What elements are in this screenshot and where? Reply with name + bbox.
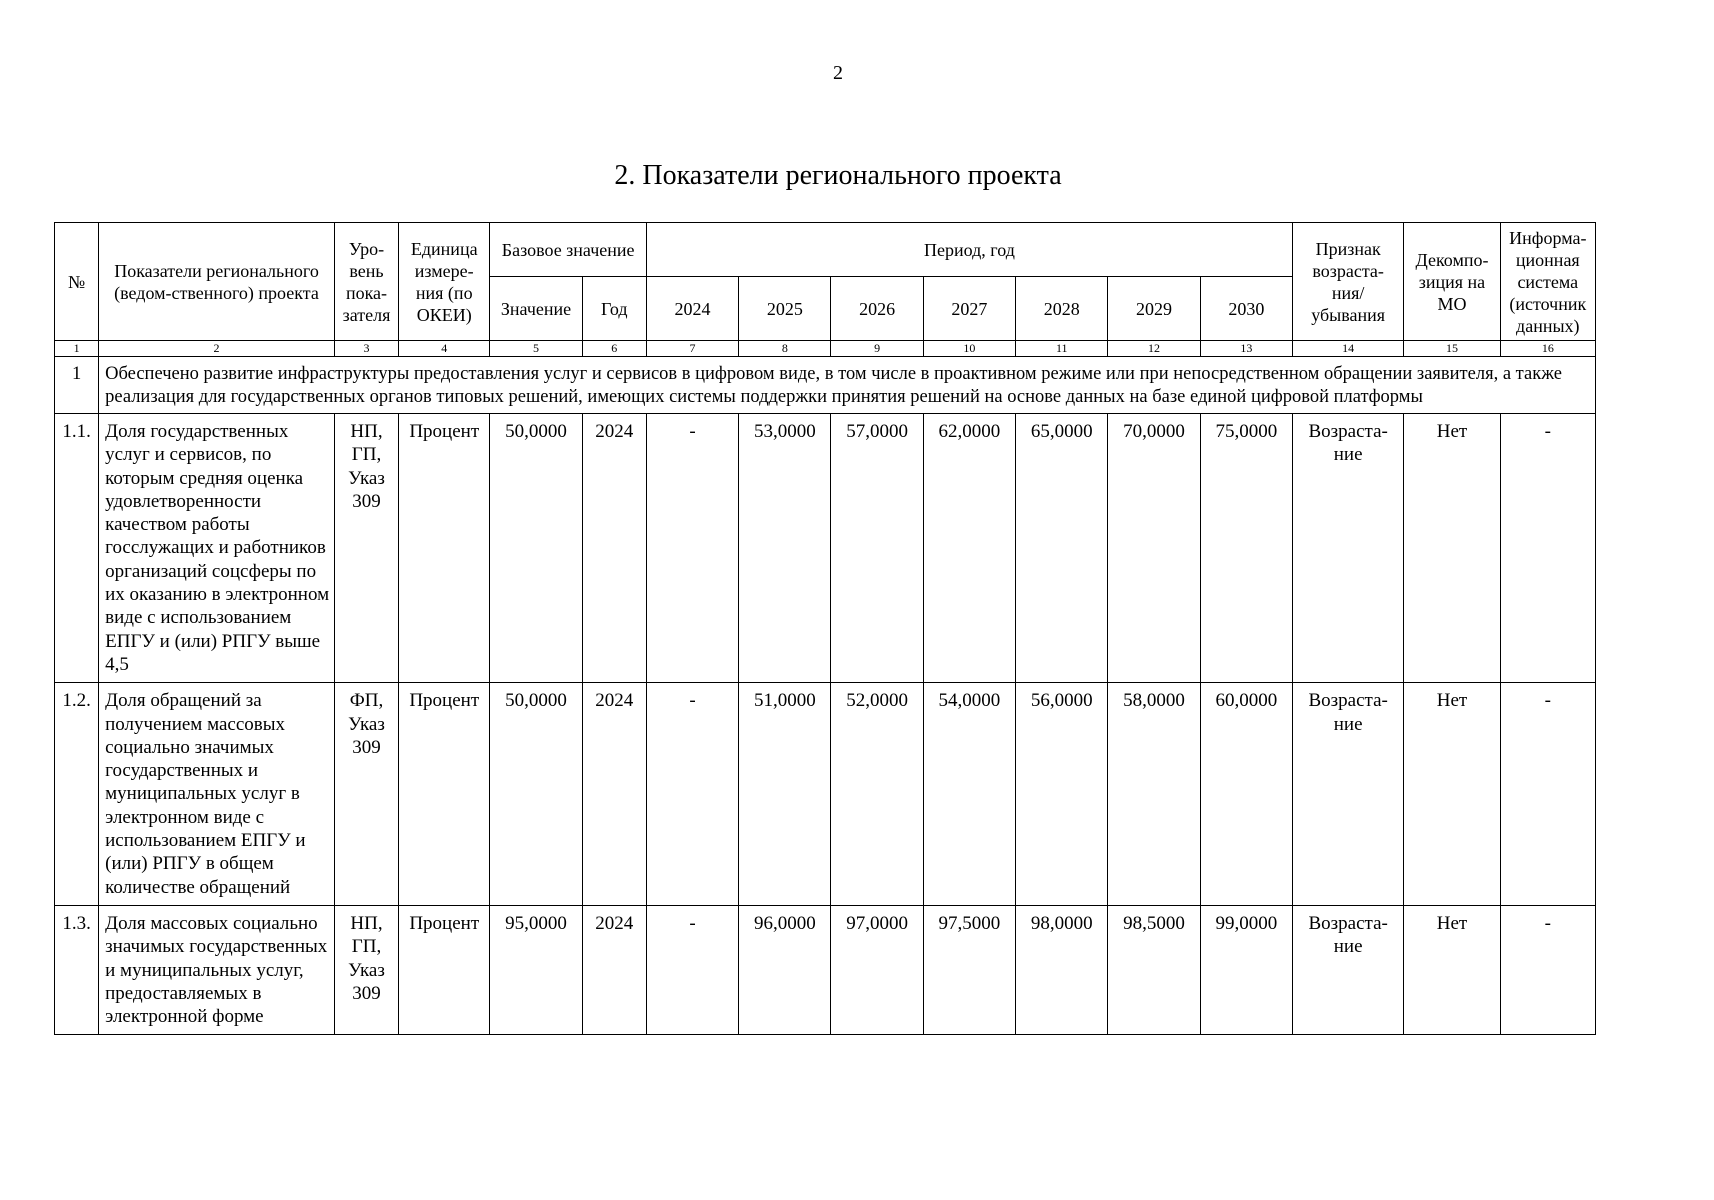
- goal-text: Обеспечено развитие инфраструктуры предоставления услуг и сервисов в цифровом виде, в том числе в проактивном режиме или при непосредственном обращении заявителя, а также реализация для государственных органов типовых решений, имеющих системы поддержки принятия решений на основе данных на базе единой цифровой платформы: [99, 357, 1596, 414]
- column-number: 8: [739, 341, 831, 357]
- indicator-name: Доля массовых социально значимых государственных и муниципальных услуг, предоставляемых в электронной форме: [99, 905, 335, 1034]
- table-row: [55, 683, 1596, 906]
- growth-sign: Возраста-ние: [1292, 683, 1403, 906]
- decomposition: Нет: [1404, 905, 1500, 1034]
- header-year: 2030: [1200, 277, 1292, 341]
- decomposition: Нет: [1404, 683, 1500, 906]
- year-value: 98,0000: [1016, 905, 1108, 1034]
- column-number: 9: [831, 341, 923, 357]
- year-value: 57,0000: [831, 414, 923, 683]
- column-number: 3: [334, 341, 398, 357]
- column-number: 1: [55, 341, 99, 357]
- indicators-table: [54, 222, 1596, 1035]
- indicator-level: НП, ГП, Указ 309: [334, 905, 398, 1034]
- header-num: №: [55, 223, 99, 341]
- header-level: Уро-вень пока-зателя: [334, 223, 398, 341]
- column-number: 6: [582, 341, 646, 357]
- indicator-unit: Процент: [399, 414, 490, 683]
- column-number: 14: [1292, 341, 1403, 357]
- indicator-unit: Процент: [399, 683, 490, 906]
- base-value: 50,0000: [490, 683, 582, 906]
- year-value: 60,0000: [1200, 683, 1292, 906]
- table-row: [55, 905, 1596, 1034]
- page-number: 2: [833, 62, 843, 84]
- year-value: 54,0000: [923, 683, 1015, 906]
- year-value: 96,0000: [739, 905, 831, 1034]
- year-value: 56,0000: [1016, 683, 1108, 906]
- year-value: 75,0000: [1200, 414, 1292, 683]
- header-base-year: Год: [582, 277, 646, 341]
- column-number: 11: [1016, 341, 1108, 357]
- header-info-system: Информа-ционная система (источник данных): [1500, 223, 1595, 341]
- year-value: 51,0000: [739, 683, 831, 906]
- column-number: 13: [1200, 341, 1292, 357]
- header-indicator-name: Показатели регионального (ведом-ственного) проекта: [99, 223, 335, 341]
- base-year: 2024: [582, 414, 646, 683]
- column-number: 15: [1404, 341, 1500, 357]
- info-system: -: [1500, 414, 1595, 683]
- year-value: 65,0000: [1016, 414, 1108, 683]
- header-base: Базовое значение: [490, 223, 647, 277]
- header-year: 2027: [923, 277, 1015, 341]
- year-value: 58,0000: [1108, 683, 1200, 906]
- goal-number: 1: [55, 357, 99, 414]
- header-sign: Признак возраста-ния/ убывания: [1292, 223, 1403, 341]
- year-value: 70,0000: [1108, 414, 1200, 683]
- indicator-level: ФП, Указ 309: [334, 683, 398, 906]
- header-year: 2029: [1108, 277, 1200, 341]
- year-value: -: [646, 905, 738, 1034]
- column-number: 12: [1108, 341, 1200, 357]
- base-value: 95,0000: [490, 905, 582, 1034]
- indicator-name: Доля государственных услуг и сервисов, по которым средняя оценка удовлетворенности качеством работы госслужащих и работников организаций соцсферы по их оказанию в электронном виде с использованием ЕПГУ и (или) РПГУ выше 4,5: [99, 414, 335, 683]
- header-year: 2028: [1016, 277, 1108, 341]
- growth-sign: Возраста-ние: [1292, 905, 1403, 1034]
- indicator-unit: Процент: [399, 905, 490, 1034]
- year-value: 97,5000: [923, 905, 1015, 1034]
- table-row: [55, 414, 1596, 683]
- base-year: 2024: [582, 905, 646, 1034]
- info-system: -: [1500, 905, 1595, 1034]
- indicator-level: НП, ГП, Указ 309: [334, 414, 398, 683]
- base-year: 2024: [582, 683, 646, 906]
- header-year: 2026: [831, 277, 923, 341]
- header-decomposition: Декомпо-зиция на МО: [1404, 223, 1500, 341]
- column-numbers-row: [55, 341, 1596, 357]
- column-number: 10: [923, 341, 1015, 357]
- year-value: 97,0000: [831, 905, 923, 1034]
- column-number: 5: [490, 341, 582, 357]
- year-value: 98,5000: [1108, 905, 1200, 1034]
- header-period: Период, год: [646, 223, 1292, 277]
- growth-sign: Возраста-ние: [1292, 414, 1403, 683]
- decomposition: Нет: [1404, 414, 1500, 683]
- year-value: 99,0000: [1200, 905, 1292, 1034]
- column-number: 4: [399, 341, 490, 357]
- header-base-value: Значение: [490, 277, 582, 341]
- year-value: 52,0000: [831, 683, 923, 906]
- column-number: 7: [646, 341, 738, 357]
- info-system: -: [1500, 683, 1595, 906]
- year-value: -: [646, 414, 738, 683]
- year-value: 53,0000: [739, 414, 831, 683]
- year-value: 62,0000: [923, 414, 1015, 683]
- goal-row: [55, 357, 1596, 414]
- header-year: 2024: [646, 277, 738, 341]
- header-unit: Единица измере-ния (по ОКЕИ): [399, 223, 490, 341]
- row-number: 1.1.: [55, 414, 99, 683]
- column-number: 16: [1500, 341, 1595, 357]
- row-number: 1.2.: [55, 683, 99, 906]
- indicator-name: Доля обращений за получением массовых социально значимых государственных и муниципальных услуг в электронном виде с использованием ЕПГУ и (или) РПГУ в общем количестве обращений: [99, 683, 335, 906]
- row-number: 1.3.: [55, 905, 99, 1034]
- page-title: 2. Показатели регионального проекта: [614, 160, 1062, 191]
- header-year: 2025: [739, 277, 831, 341]
- column-number: 2: [99, 341, 335, 357]
- base-value: 50,0000: [490, 414, 582, 683]
- year-value: -: [646, 683, 738, 906]
